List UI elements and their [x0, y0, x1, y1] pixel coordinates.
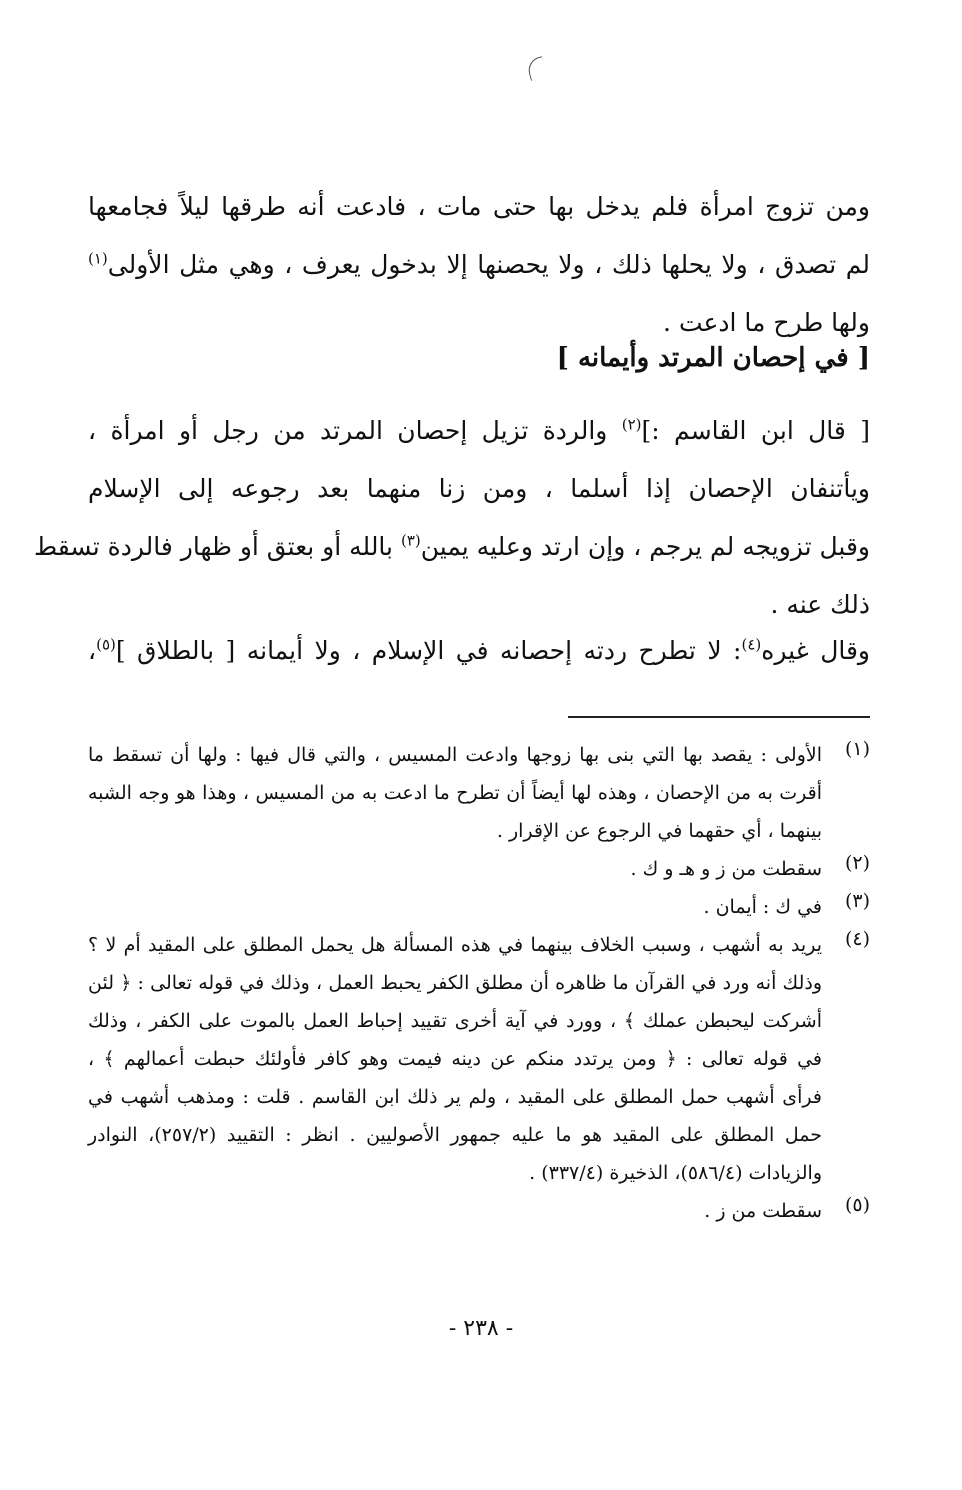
footnote-line: في ك : أيمان .	[703, 896, 822, 918]
footnote-line: سقطت من ز .	[704, 1200, 822, 1222]
footnote-line: أقرت به من الإحصان ، وهذه لها أيضاً أن تطرح ما ادعت به من المسيس ، وهذا هو وجه الشبه	[88, 782, 822, 804]
footnote-4	[88, 928, 870, 1194]
footnotes	[88, 738, 870, 1232]
footnote-line: الأولى : يقصد بها التي بنى بها زوجها وادعت المسيس ، والتي قال فيها : ولها أن تسقط ما	[88, 744, 822, 766]
page-number: - ٢٣٨ -	[448, 1316, 514, 1341]
footnote-1	[88, 738, 870, 852]
paragraph-1-line-3: ولها طرح ما ادعت .	[663, 308, 870, 337]
paragraph-1-line-2	[88, 236, 870, 294]
footnote-line: حمل المطلق على المقيد هو ما عليه جمهور الأصوليين . انظر : التقييد (٢٥٧/٢)، النوادر	[88, 1124, 822, 1146]
paragraph-3-middle: : لا تطرح ردته إحصانه في الإسلام ، ولا أيمانه [ بالطلاق ]	[115, 636, 742, 665]
footnote-line: والزيادات (٥٨٦/٤)، الذخيرة (٣٣٧/٤) .	[529, 1162, 822, 1184]
footnote-line: وذلك أنه ورد في القرآن ما ظاهره أن مطلق الكفر يحبط العمل ، وذلك في قوله تعالى : ﴿ لئن	[88, 972, 822, 994]
footnote-ref-2[interactable]: (٢)	[621, 415, 642, 434]
footnote-ref-3[interactable]: (٣)	[400, 531, 421, 550]
footnote-line: سقطت من ز و هـ و ك .	[630, 858, 822, 880]
paragraph-2-line-1-end: والردة تزيل إحصان المرتد من رجل أو امرأة ،	[88, 416, 622, 445]
paragraph-2-line-3	[34, 518, 870, 576]
footnote-number: (٣)	[844, 890, 870, 912]
paragraph-2-line-3-start: وقبل تزويجه لم يرجم ، وإن ارتد وعليه يمين	[420, 532, 870, 561]
footnote-line: في قوله تعالى : ﴿ ومن يرتدد منكم عن دينه فيمت وهو كافر فأولئك حبطت أعمالهم ﴾ ،	[88, 1048, 822, 1070]
paragraph-3-start: وقال غيره	[761, 636, 871, 665]
paragraph-2-line-3-end: بالله أو بعتق أو ظهار فالردة تسقط	[34, 532, 401, 561]
paragraph-2-line-1-start: [ قال ابن القاسم :]	[641, 416, 871, 445]
paragraph-1-line-2-text: لم تصدق ، ولا يحلها ذلك ، ولا يحصنها إلا بدخول يعرف ، وهي مثل الأولى	[107, 250, 870, 279]
footnote-number: (٢)	[844, 852, 870, 874]
footnote-number: (٤)	[844, 928, 870, 950]
paragraph-3-end: ،	[88, 636, 97, 665]
paragraph-2-line-4: ذلك عنه .	[770, 590, 870, 619]
scan-corner-mark	[526, 56, 548, 81]
paragraph-1-line-1: ومن تزوج امرأة فلم يدخل بها حتى مات ، فادعت أنه طرقها ليلاً فجامعها	[88, 192, 870, 221]
footnote-3	[88, 890, 870, 928]
paragraph-2-line-2: ويأتنفان الإحصان إذا أسلما ، ومن زنا منهما بعد رجوعه إلى الإسلام	[88, 474, 870, 503]
footnote-line: أشركت ليحبطن عملك ﴾ ، وورد في آية أخرى تقييد إحباط العمل بالموت على الكفر ، وذلك	[88, 1010, 822, 1032]
footnote-separator	[568, 716, 870, 718]
paragraph-1	[88, 178, 870, 352]
footnote-number: (١)	[844, 738, 870, 760]
paragraph-3-line-1	[88, 626, 870, 676]
paragraph-3	[88, 626, 870, 676]
section-heading: [ في إحصان المرتد وأيمانه ]	[556, 343, 870, 373]
footnote-ref-4[interactable]: (٤)	[741, 635, 762, 654]
footnote-number: (٥)	[844, 1194, 870, 1216]
footnote-5	[88, 1194, 870, 1232]
footnote-line: فرأى أشهب حمل المطلق على المقيد ، ولم ير ذلك ابن القاسم . قلت : ومذهب أشهب في	[88, 1086, 822, 1108]
footnote-2	[88, 852, 870, 890]
footnote-ref-5[interactable]: (٥)	[96, 635, 116, 654]
paragraph-2	[34, 402, 871, 634]
footnote-line: بينهما ، أي حقهما في الرجوع عن الإقرار .	[496, 820, 822, 842]
footnote-ref-1[interactable]: (١)	[88, 249, 108, 268]
paragraph-2-line-1	[88, 402, 870, 460]
footnote-line: يريد به أشهب ، وسبب الخلاف بينهما في هذه المسألة هل يحمل المطلق على المقيد أم لا ؟	[88, 934, 822, 956]
